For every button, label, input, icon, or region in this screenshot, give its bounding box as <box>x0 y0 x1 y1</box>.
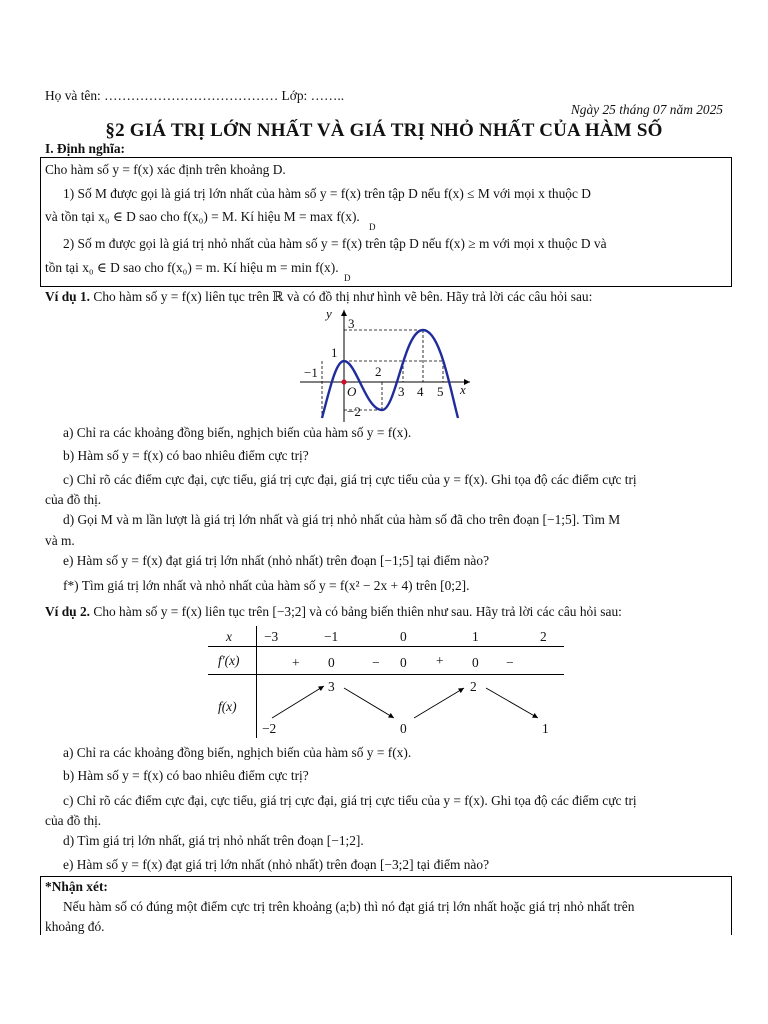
example1-qd-line2: và m. <box>45 533 75 548</box>
definition-item2-line1: 2) Số m được gọi là giá trị nhỏ nhất của hàm số y = f(x) trên tập D nếu f(x) ≥ m với mọi x thuộc D và <box>63 236 607 251</box>
table-sign: − <box>506 655 514 670</box>
label-origin: O <box>347 384 357 399</box>
example1-qf: f*) Tìm giá trị lớn nhất và nhỏ nhất của hàm số y = f(x² − 2x + 4) trên [0;2]. <box>63 578 470 593</box>
example1-qc-line2: của đồ thị. <box>45 492 102 507</box>
example2-qe: e) Hàm số y = f(x) đạt giá trị lớn nhất (nhỏ nhất) trên đoạn [−3;2] tại điểm nào? <box>63 857 490 872</box>
guide-lines <box>322 330 443 418</box>
example2-qd: d) Tìm giá trị lớn nhất, giá trị nhỏ nhất trên đoạn [−1;2]. <box>63 833 364 848</box>
label-x2: 2 <box>375 364 382 379</box>
page-title: §2 GIÁ TRỊ LỚN NHẤT VÀ GIÁ TRỊ NHỎ NHẤT CỦA HÀM SỐ <box>105 120 663 141</box>
remark-line2: khoảng đó. <box>45 919 105 934</box>
remark-heading: *Nhận xét: <box>45 879 108 894</box>
example2-lead: Ví dụ 2. <box>45 604 91 619</box>
table-arrows <box>208 626 564 738</box>
example1-qa: a) Chỉ ra các khoảng đồng biến, nghịch biến của hàm số y = f(x). <box>63 425 412 440</box>
example2-intro-text: Cho hàm số y = f(x) liên tục trên [−3;2] và có bảng biến thiên như sau. Hãy trả lời các câu hỏi sau: <box>93 604 622 619</box>
example2-qa: a) Chỉ ra các khoảng đồng biến, nghịch biến của hàm số y = f(x). <box>63 745 412 760</box>
example2-qc-line2: của đồ thị. <box>45 813 102 828</box>
table-x-value: 2 <box>540 629 547 644</box>
example1-graph <box>300 306 476 422</box>
label-x: x <box>460 382 466 397</box>
table-sign: − <box>372 655 380 670</box>
table-f-value: −2 <box>262 721 277 736</box>
arrow-down <box>344 688 394 718</box>
label-y3: 3 <box>348 316 355 331</box>
arrow-up <box>414 688 464 718</box>
variation-table <box>208 626 564 738</box>
table-sign: + <box>292 655 300 670</box>
table-sign: 0 <box>400 655 407 670</box>
table-f-value: 2 <box>470 679 477 694</box>
graph-curve <box>322 330 458 418</box>
min-subscript: D <box>344 273 351 283</box>
name-class-line: Họ và tên: ………………………………… Lớp: …….. <box>45 88 345 103</box>
table-f-value: 1 <box>542 721 549 736</box>
definition-item2-line2: tồn tại x₀ ∈ D sao cho f(x₀) = m. Kí hiệu m = min f(x). <box>45 260 339 275</box>
example1-intro <box>45 288 725 306</box>
label-y1: 1 <box>331 345 338 360</box>
table-x-value: −1 <box>324 629 339 644</box>
definition-item1-line1: 1) Số M được gọi là giá trị lớn nhất của hàm số y = f(x) trên tập D nếu f(x) ≤ M với mọi x thuộc D <box>63 186 591 201</box>
label-y: y <box>326 306 332 321</box>
label-x5: 5 <box>437 384 444 399</box>
example2-qc-line1: c) Chỉ rõ các điểm cực đại, cực tiểu, giá trị cực đại, giá trị cực tiểu của y = f(x). Ghi tọa độ các điểm cực trị <box>63 793 637 808</box>
example1-qd-line1: d) Gọi M và m lần lượt là giá trị lớn nhất và giá trị nhỏ nhất của hàm số đã cho trên đoạn [−1;5]. Tìm M <box>63 512 621 527</box>
table-sign: 0 <box>472 655 479 670</box>
table-x-value: 0 <box>400 629 407 644</box>
example1-qc-line1: c) Chỉ rõ các điểm cực đại, cực tiểu, giá trị cực đại, giá trị cực tiểu của y = f(x). Ghi tọa độ các điểm cực trị <box>63 472 637 487</box>
table-fprime-label: f′(x) <box>218 653 240 668</box>
definition-heading: I. Định nghĩa: <box>45 141 126 156</box>
origin-point <box>341 379 346 384</box>
definition-intro: Cho hàm số y = f(x) xác định trên khoảng D. <box>45 162 286 177</box>
label-ym2: −2 <box>347 404 361 419</box>
example1-lead: Ví dụ 1. <box>45 289 91 304</box>
table-f-value: 0 <box>400 721 407 736</box>
table-sign: + <box>436 653 444 668</box>
table-x-label: x <box>226 629 232 644</box>
table-x-value: 1 <box>472 629 479 644</box>
label-xm1: −1 <box>304 365 318 380</box>
table-x-value: −3 <box>264 629 279 644</box>
example2-intro <box>45 603 725 621</box>
max-subscript: D <box>369 222 376 232</box>
definition-item1-line2: và tồn tại x₀ ∈ D sao cho f(x₀) = M. Kí hiệu M = max f(x). <box>45 209 360 224</box>
example1-qe: e) Hàm số y = f(x) đạt giá trị lớn nhất (nhỏ nhất) trên đoạn [−1;5] tại điểm nào? <box>63 553 490 568</box>
example2-qb: b) Hàm số y = f(x) có bao nhiêu điểm cực trị? <box>63 768 309 783</box>
table-sign: 0 <box>328 655 335 670</box>
arrow-up <box>272 686 324 718</box>
table-f-value: 3 <box>328 679 335 694</box>
example1-qb: b) Hàm số y = f(x) có bao nhiêu điểm cực trị? <box>63 448 309 463</box>
label-x3: 3 <box>398 384 405 399</box>
date-line: Ngày 25 tháng 07 năm 2025 <box>570 102 723 117</box>
arrow-down <box>486 688 538 718</box>
table-f-label: f(x) <box>218 699 237 714</box>
example1-intro-text: Cho hàm số y = f(x) liên tục trên ℝ và có đồ thị như hình vẽ bên. Hãy trả lời các câu hỏi sau: <box>93 289 593 304</box>
label-x4: 4 <box>417 384 424 399</box>
remark-line1: Nếu hàm số có đúng một điểm cực trị trên khoảng (a;b) thì nó đạt giá trị lớn nhất hoặc giá trị nhỏ nhất trên <box>63 899 635 914</box>
